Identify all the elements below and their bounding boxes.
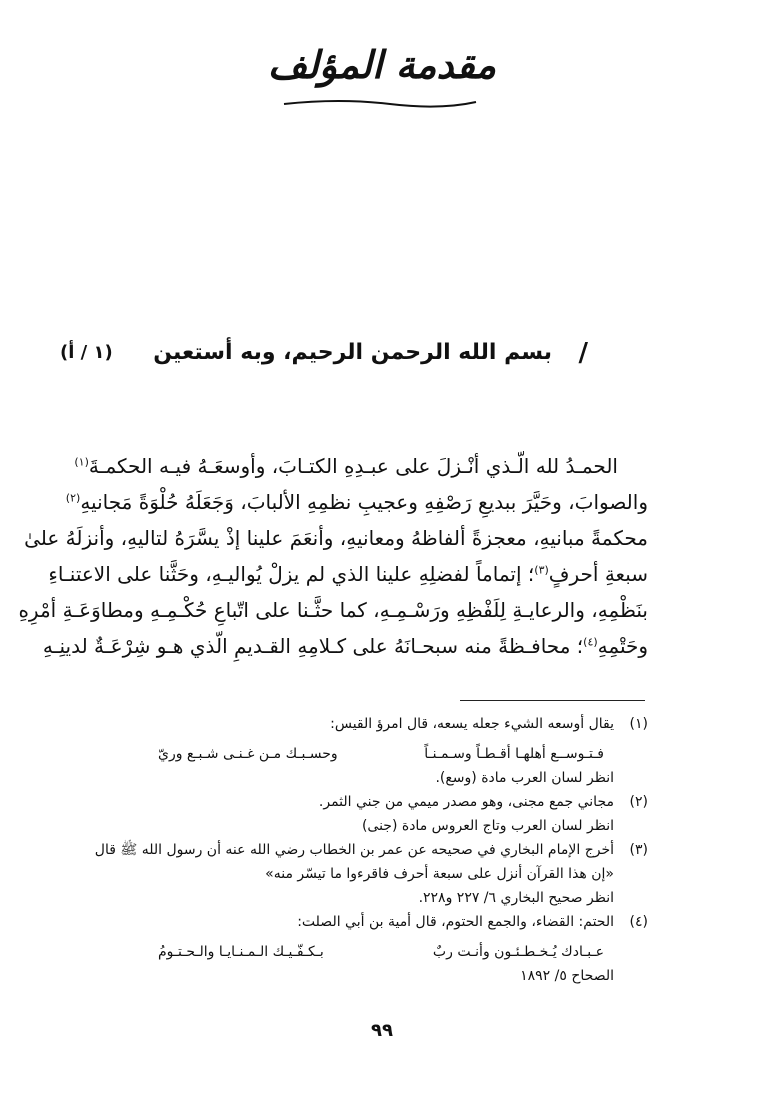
footnote-1 [118, 712, 648, 790]
main-paragraph [18, 448, 648, 664]
body-line: بنَظْمِهِ، والرعايـةِ لِلَفْظِهِ ورَسْـمِـهِ، كما حثَّـنا على اتّباعِ حُكْـمِـهِ ومطاوَعَـةِ أمْرِهِ [18, 598, 648, 622]
basmala-heading: بسم الله الرحمن الرحيم، وبه أستعين [153, 340, 552, 365]
verse-hemistich-second: وحسـبـك مـن غـنـى شـبـع وريّ [158, 746, 338, 762]
body-line: وحَتْمِهِ$^{(٤)}$؛ محافـظةً منه سبحـانَهُ على كـلامِهِ القـديمِ الّذي هـو شِرْعَـةٌ لدينِـهِ [42, 634, 648, 658]
footnote-reference: انظر لسان العرب وتاج العروس مادة (جنى) [361, 818, 614, 834]
body-line: سبعةِ أحرفٍ$^{(٣)}$؛ إتماماً لفضلِهِ علينا الذي لم يزلْ يُواليـهِ، وحَثَّنا على الاعتنـاءِ [48, 562, 648, 586]
verse-hemistich-second: بـكـفّـيـك الـمـنـايـا والـحـتـومُ [158, 944, 324, 960]
body-line: الحمـدُ لله الّـذي أنْـزلَ على عبـدِهِ الكتـابَ، وأوسعَـهُ فيـه الحكمـةَ$^{(١)}$ [74, 454, 618, 478]
footnote-ref[interactable]: (٢) [65, 491, 81, 505]
poetry-verse [118, 736, 614, 766]
basmala-row [60, 338, 700, 378]
hadith-quote: «إن هذا القرآن أنزل على سبعة أحرف فاقرءوا ما تيسّر منه» [265, 866, 614, 882]
footnote-ref[interactable]: (١) [74, 455, 89, 469]
footnote-reference: الصحاح ٥/ ١٨٩٢ [520, 968, 614, 984]
verse-hemistich-first: عـبـادك يُـخـطـئـون وأنـت ربٌ [432, 944, 604, 960]
footnote-number: (٢) [629, 794, 648, 810]
folio-slash: / [578, 338, 588, 368]
verse-hemistich-first: فـتـوســع أهلهـا أقـطـاً وسـمـنـاً [424, 746, 604, 762]
footnote-number: (١) [629, 716, 648, 732]
footnote-text: مجاني جمع مجنى، وهو مصدر ميمي من جني الثمر. [318, 794, 614, 810]
poetry-verse [118, 934, 614, 964]
title-flourish [280, 96, 480, 110]
body-line: محكمةً مبانيهِ، معجزةً ألفاظهُ ومعانيهِ، وأنعَمَ علينا إذْ يسَّرَهُ لتاليهِ، وأنزلَهُ علىٰ [24, 526, 648, 550]
footnote-3 [94, 838, 648, 910]
footnote-ref[interactable]: (٣) [534, 563, 549, 577]
footnote-2 [118, 790, 648, 838]
footnote-text: الحتم: القضاء، والجمع الحتوم، قال أمية بن أبي الصلت: [297, 914, 614, 930]
page-number: ٩٩ [371, 1020, 393, 1041]
footnote-number: (٤) [629, 914, 648, 930]
footnote-reference: انظر لسان العرب مادة (وسع). [435, 770, 614, 786]
footnote-reference: انظر صحيح البخاري ٦/ ٢٢٧ و٢٢٨. [418, 890, 614, 906]
footnote-number: (٣) [629, 842, 648, 858]
manuscript-folio-marker: (١ / أ) [60, 342, 113, 363]
footnote-text: يقال أوسعه الشيء جعله يسعه، قال امرؤ القيس: [330, 716, 614, 732]
footnote-ref[interactable]: (٤) [583, 635, 598, 649]
footnotes [94, 712, 648, 988]
footnote-separator [460, 700, 645, 701]
footnote-4 [118, 910, 648, 988]
chapter-title: مقدمة المؤلف [267, 42, 497, 87]
body-line: والصوابَ، وحَيَّرَ ببديعِ رَصْفِهِ وعجيبِ نظمِهِ الألبابَ، وَجَعَلَهُ حُلْوَةً مَجانيهِ$^{(٢)}$ [65, 490, 648, 514]
footnote-text: أخرج الإمام البخاري في صحيحه عن عمر بن الخطاب رضي الله عنه أن رسول الله ﷺ قال [94, 842, 614, 858]
